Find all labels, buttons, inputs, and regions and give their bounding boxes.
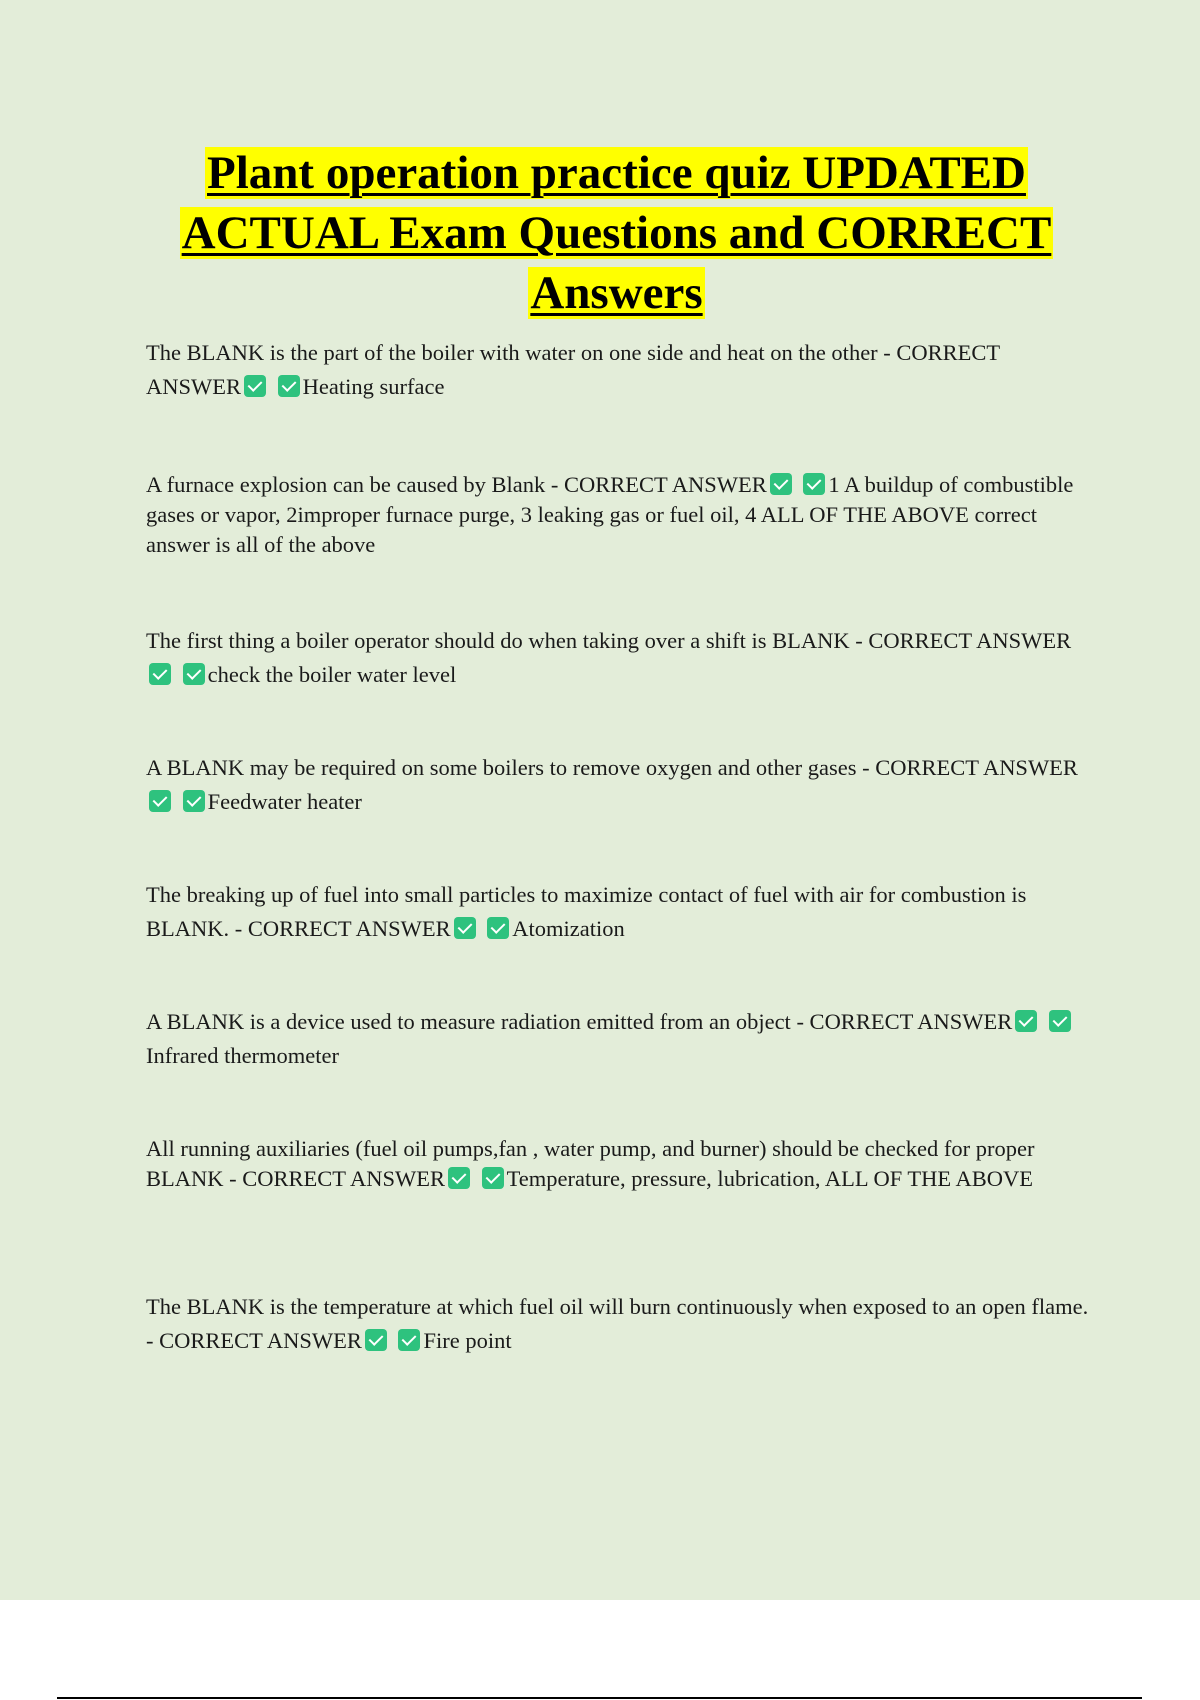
correct-answer-label: - CORRECT ANSWER <box>796 1009 1013 1034</box>
check-box-icon <box>398 1329 420 1351</box>
answer-text: check the boiler water level <box>207 662 457 687</box>
check-box-icon <box>1049 1010 1071 1032</box>
check-box-icon <box>244 375 266 397</box>
answer-text: 1 A buildup of combustible gases or vapor, 2improper furnace purge, 3 leaking gas or fuel oil, 4 ALL OF THE ABOVE correct answer is all of the above <box>146 472 1074 557</box>
question-item <box>146 751 1096 819</box>
answer-text: Atomization <box>512 916 625 941</box>
check-box-icon <box>149 790 171 812</box>
check-box-icon <box>803 473 825 495</box>
question-item <box>146 1134 1096 1194</box>
question-text: A furnace explosion can be caused by Blank <box>146 472 546 497</box>
page-divider <box>57 1697 1142 1699</box>
title-block <box>130 143 1103 323</box>
question-item <box>146 878 1096 946</box>
page-title <box>130 143 1103 323</box>
check-box-icon <box>770 473 792 495</box>
correct-answer-label: - CORRECT ANSWER <box>855 628 1072 653</box>
check-box-icon <box>482 1167 504 1189</box>
correct-answer-label: - CORRECT ANSWER <box>146 1328 362 1353</box>
answer-text: Temperature, pressure, lubrication, ALL OF THE ABOVE <box>506 1166 1034 1191</box>
check-box-icon <box>278 375 300 397</box>
question-text: A BLANK may be required on some boilers to remove oxygen and other gases <box>146 755 857 780</box>
question-text: All running auxiliaries (fuel oil pumps,fan , water pump, and burner) should be checked for proper BLANK <box>146 1136 1035 1191</box>
correct-answer-label: - CORRECT ANSWER <box>146 340 1000 399</box>
question-item <box>146 1290 1096 1358</box>
question-text: The first thing a boiler operator should do when taking over a shift is BLANK <box>146 628 850 653</box>
answer-text: Feedwater heater <box>207 789 362 814</box>
check-box-icon <box>365 1329 387 1351</box>
question-text: A BLANK is a device used to measure radiation emitted from an object <box>146 1009 791 1034</box>
question-text: The breaking up of fuel into small particles to maximize contact of fuel with air for combustion is BLANK. <box>146 882 1027 941</box>
question-item <box>146 336 1096 404</box>
answer-text: Infrared thermometer <box>146 1043 340 1068</box>
question-item <box>146 1005 1096 1073</box>
correct-answer-label: - CORRECT ANSWER <box>229 1166 445 1191</box>
check-box-icon <box>183 790 205 812</box>
correct-answer-label: - CORRECT ANSWER <box>862 755 1078 780</box>
check-box-icon <box>149 663 171 685</box>
question-text: The BLANK is the temperature at which fuel oil will burn continuously when exposed to an open flame. <box>146 1294 1089 1319</box>
answer-text: Heating surface <box>302 374 445 399</box>
check-box-icon <box>1015 1010 1037 1032</box>
check-box-icon <box>448 1167 470 1189</box>
correct-answer-label: - CORRECT ANSWER <box>234 916 451 941</box>
correct-answer-label: - CORRECT ANSWER <box>550 472 767 497</box>
check-box-icon <box>454 917 476 939</box>
check-box-icon <box>183 663 205 685</box>
question-text: The BLANK is the part of the boiler with water on one side and heat on the other <box>146 340 878 365</box>
page-title-text: Plant operation practice quiz UPDATED ACTUAL Exam Questions and CORRECT Answers <box>181 147 1052 319</box>
question-item <box>146 470 1096 560</box>
check-box-icon <box>487 917 509 939</box>
answer-text: Fire point <box>423 1328 512 1353</box>
question-item <box>146 624 1096 692</box>
